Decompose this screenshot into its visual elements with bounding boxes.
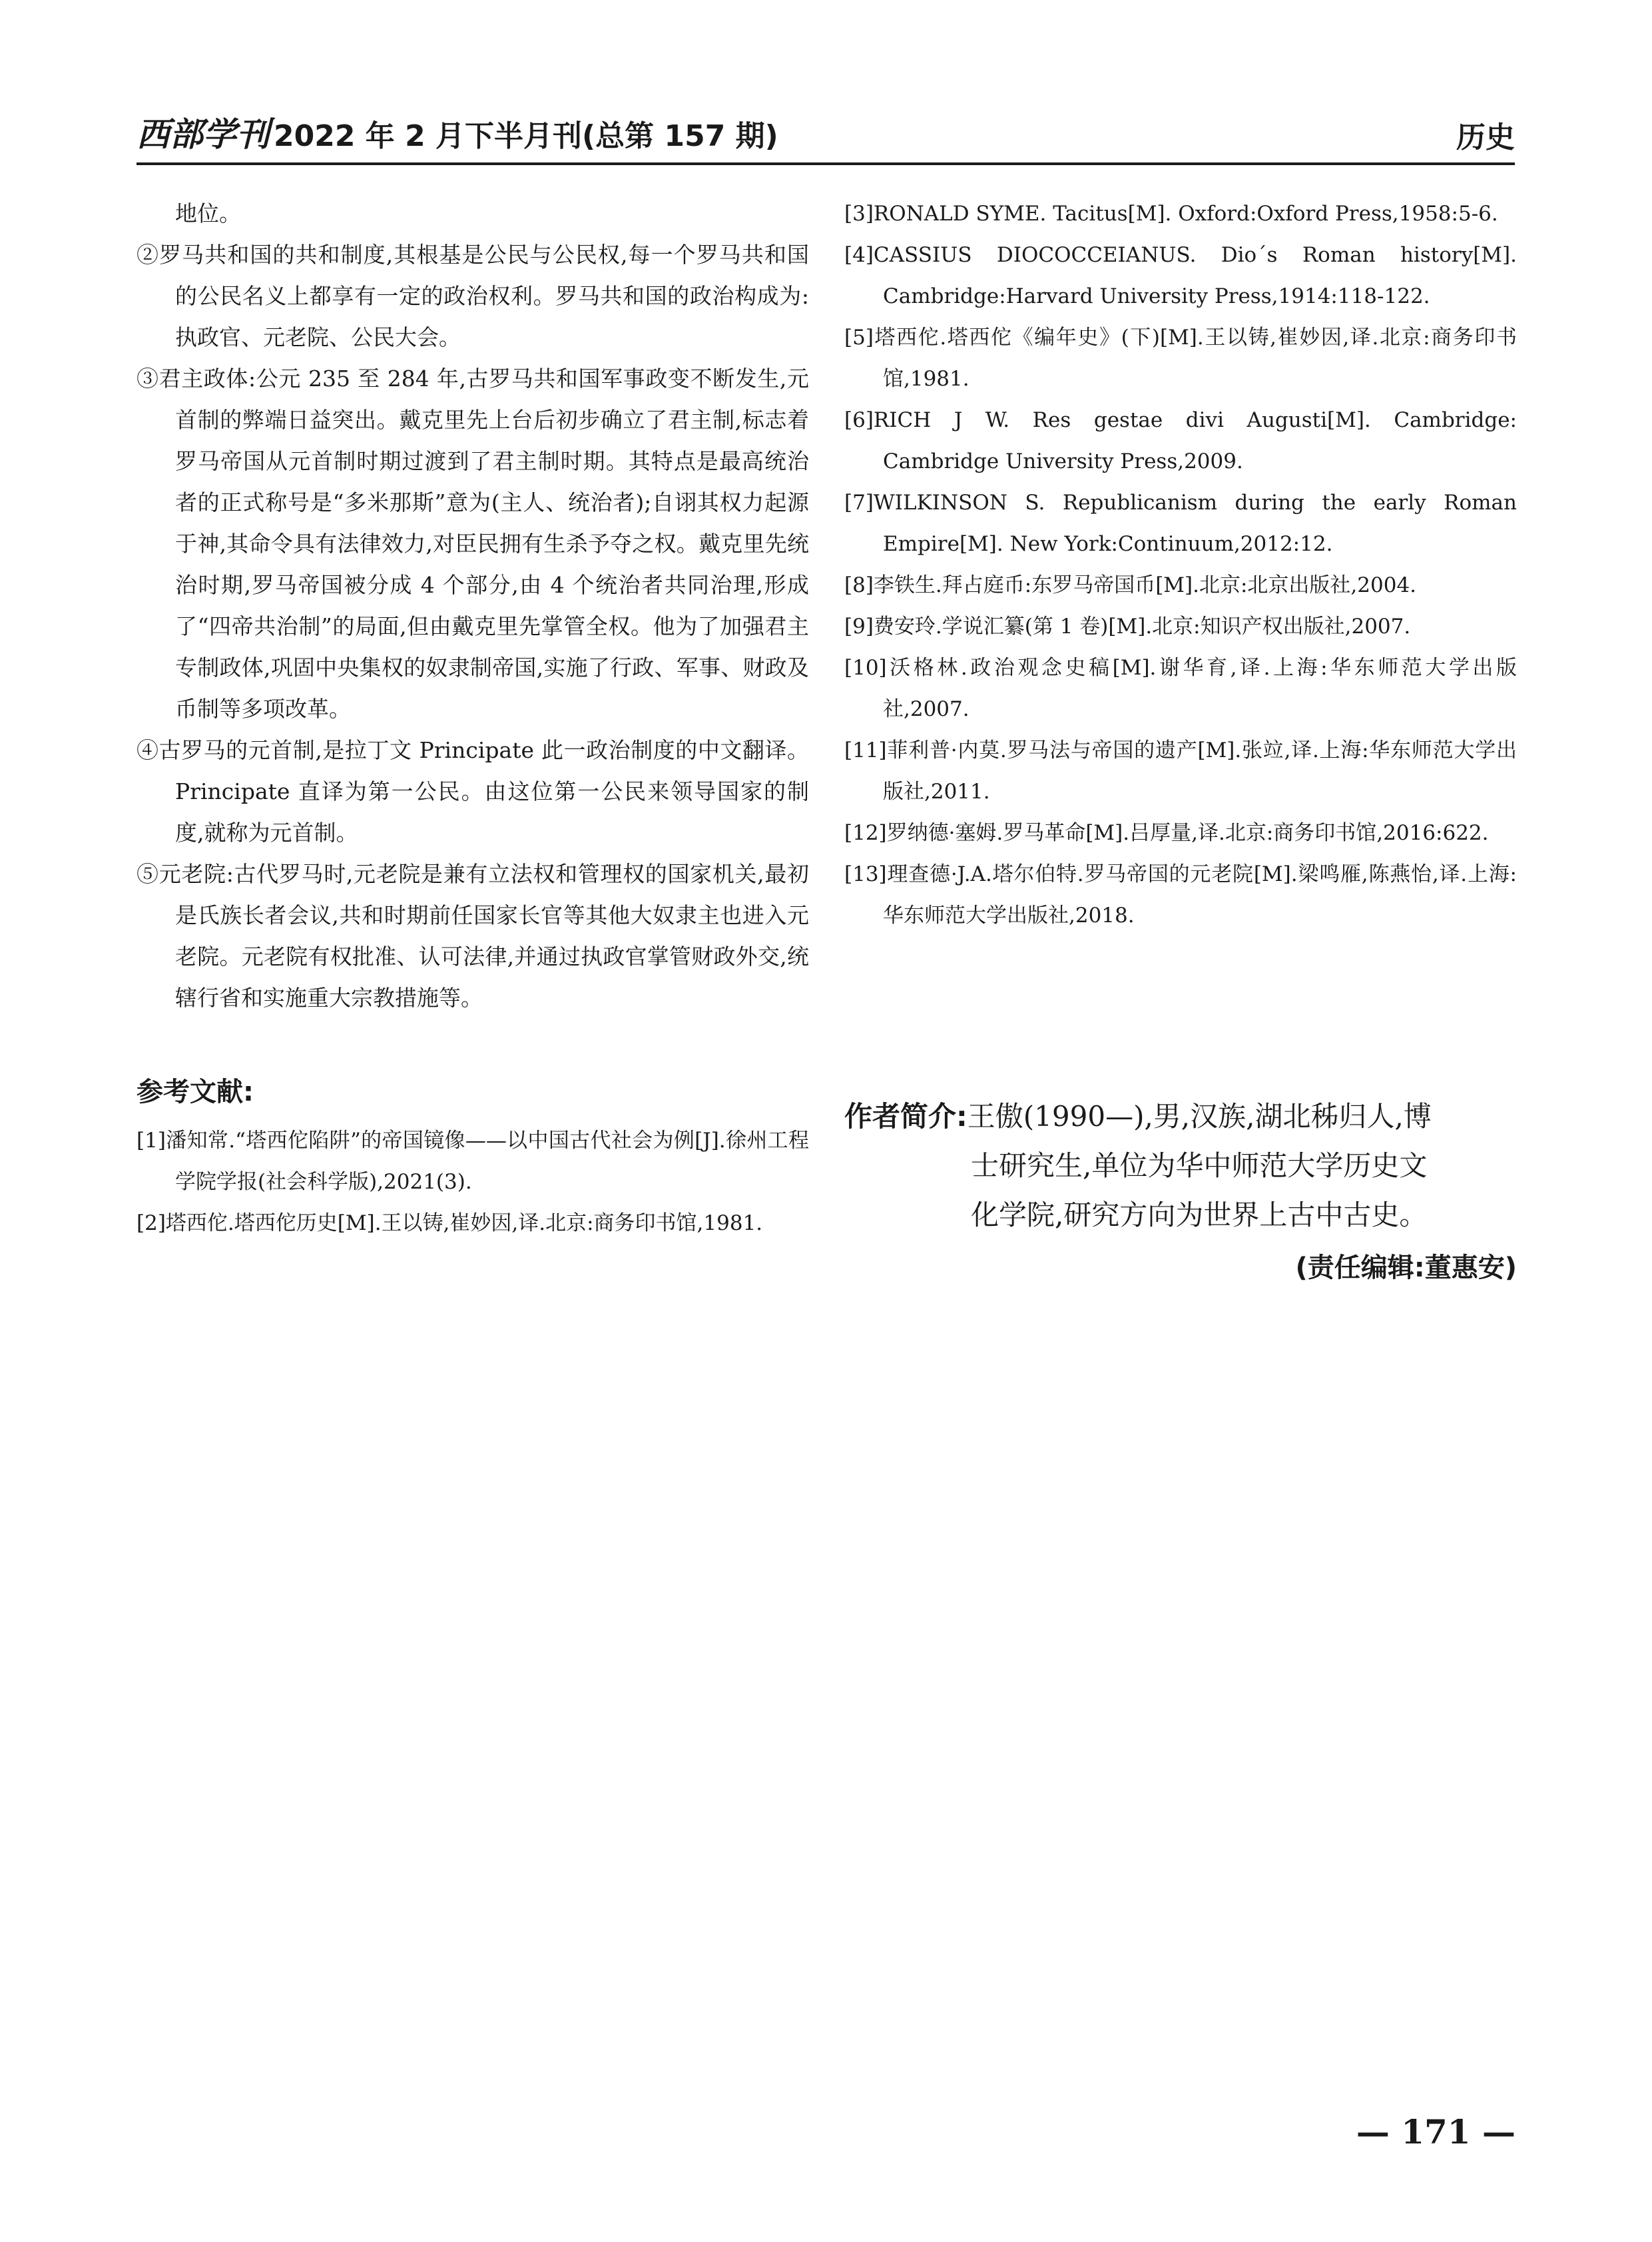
note-text: 古罗马的元首制,是拉丁文 Principate 此一政治制度的中文翻译。Principate 直译为第一公民。由这位第一公民来领导国家的制度,就称为元首制。 (158, 737, 809, 846)
note-continued: 地位。 (175, 200, 241, 226)
note-item (137, 854, 809, 1019)
note-item (137, 234, 809, 358)
reference-item: [5]塔西佗.塔西佗《编年史》(下)[M].王以铸,崔妙因,译.北京:商务印书馆,1981. (844, 326, 1517, 391)
author-line-3: 化学院,研究方向为世界上古中古史。 (971, 1199, 1428, 1231)
left-column (137, 193, 809, 1244)
right-column (844, 193, 1517, 936)
note-number: ② (137, 242, 160, 268)
header-journal-issue (137, 108, 778, 156)
author-label: 作者简介: (844, 1100, 967, 1133)
reference-item: [2]塔西佗.塔西佗历史[M].王以铸,崔妙因,译.北京:商务印书馆,1981. (137, 1211, 763, 1235)
reference-item: [8]李铁生.拜占庭币:东罗马帝国币[M].北京:北京出版社,2004. (844, 573, 1417, 597)
reference-item: [13]理查德·J.A.塔尔伯特.罗马帝国的元老院[M].梁鸣雁,陈燕怡,译.上海:华东师范大学出版社,2018. (844, 862, 1517, 928)
references-list-right (844, 193, 1517, 936)
note-number: ③ (137, 366, 159, 392)
reference-item: [4]CASSIUS DIOCOCCEIANUS. Dio´s Roman history[M]. Cambridge:Harvard University Press,1914:118-122. (844, 243, 1517, 308)
reference-item: [11]菲利普·内莫.罗马法与帝国的遗产[M].张竝,译.上海:华东师范大学出版社,2011. (844, 738, 1517, 804)
reference-item: [9]费安玲.学说汇纂(第 1 卷)[M].北京:知识产权出版社,2007. (844, 615, 1411, 639)
note-text: 罗马共和国的共和制度,其根基是公民与公民权,每一个罗马共和国的公民名义上都享有一定的政治权利。罗马共和国的政治构成为:执政官、元老院、公民大会。 (159, 242, 810, 350)
journal-logo: 西部学刊 (137, 115, 270, 154)
reference-item: [7]WILKINSON S. Republicanism during the early Roman Empire[M]. New York:Continuum,2012:12. (844, 491, 1517, 556)
note-item (137, 358, 809, 730)
reference-item: [3]RONALD SYME. Tacitus[M]. Oxford:Oxford Press,1958:5-6. (844, 202, 1498, 226)
note-number: ⑤ (137, 861, 159, 887)
reference-item: [6]RICH J W. Res gestae divi Augusti[M]. Cambridge: Cambridge University Press,2009. (844, 408, 1517, 473)
references-list-left (137, 1120, 809, 1244)
notes-list (137, 234, 809, 1019)
page-header (137, 112, 1515, 165)
note-item (137, 730, 809, 854)
author-line-2: 士研究生,单位为华中师范大学历史文 (971, 1149, 1428, 1182)
reference-item: [1]潘知常.“塔西佗陷阱”的帝国镜像——以中国古代社会为例[J].徐州工程学院学报(社会科学版),2021(3). (137, 1129, 809, 1194)
header-rule (137, 162, 1515, 165)
reference-item: [12]罗纳德·塞姆.罗马革命[M].吕厚量,译.北京:商务印书馆,2016:622. (844, 821, 1489, 845)
responsible-editor: (责任编辑:董惠安) (1295, 1253, 1517, 1283)
note-text: 元老院:古代罗马时,元老院是兼有立法权和管理权的国家机关,最初是氏族长者会议,共和时期前任国家长官等其他大奴隶主也进入元老院。元老院有权批准、认可法律,并通过执政官掌管财政外交,统辖行省和实施重大宗教措施等。 (158, 861, 810, 1011)
references-title: 参考文献: (137, 1077, 254, 1107)
author-line-1: 王傲(1990—),男,汉族,湖北秭归人,博 (967, 1100, 1432, 1133)
page-number: — 171 — (1356, 2112, 1515, 2151)
issue-info: 2022 年 2 月下半月刊(总第 157 期) (274, 119, 778, 153)
reference-item: [10]沃格林.政治观念史稿[M].谢华育,译.上海:华东师范大学出版社,2007. (844, 656, 1517, 721)
author-bio (844, 1092, 1517, 1240)
note-text: 君主政体:公元 235 至 284 年,古罗马共和国军事政变不断发生,元首制的弊端日益突出。戴克里先上台后初步确立了君主制,标志着罗马帝国从元首制时期过渡到了君主制时期。其特点是最高统治者的正式称号是“多米那斯”意为(主人、统治者);自诩其权力起源于神,其命令具有法律效力,对臣民拥有生杀予夺之权。戴克里先统治时期,罗马帝国被分成 4 个部分,由 4 个统治者共同治理,形成了“四帝共治制”的局面,但由戴克里先掌管全权。他为了加强君主专制政体,巩固中央集权的奴隶制帝国,实施了行政、军事、财政及币制等多项改革。 (158, 366, 810, 722)
note-number: ④ (137, 737, 159, 763)
section-label: 历史 (1456, 121, 1515, 154)
